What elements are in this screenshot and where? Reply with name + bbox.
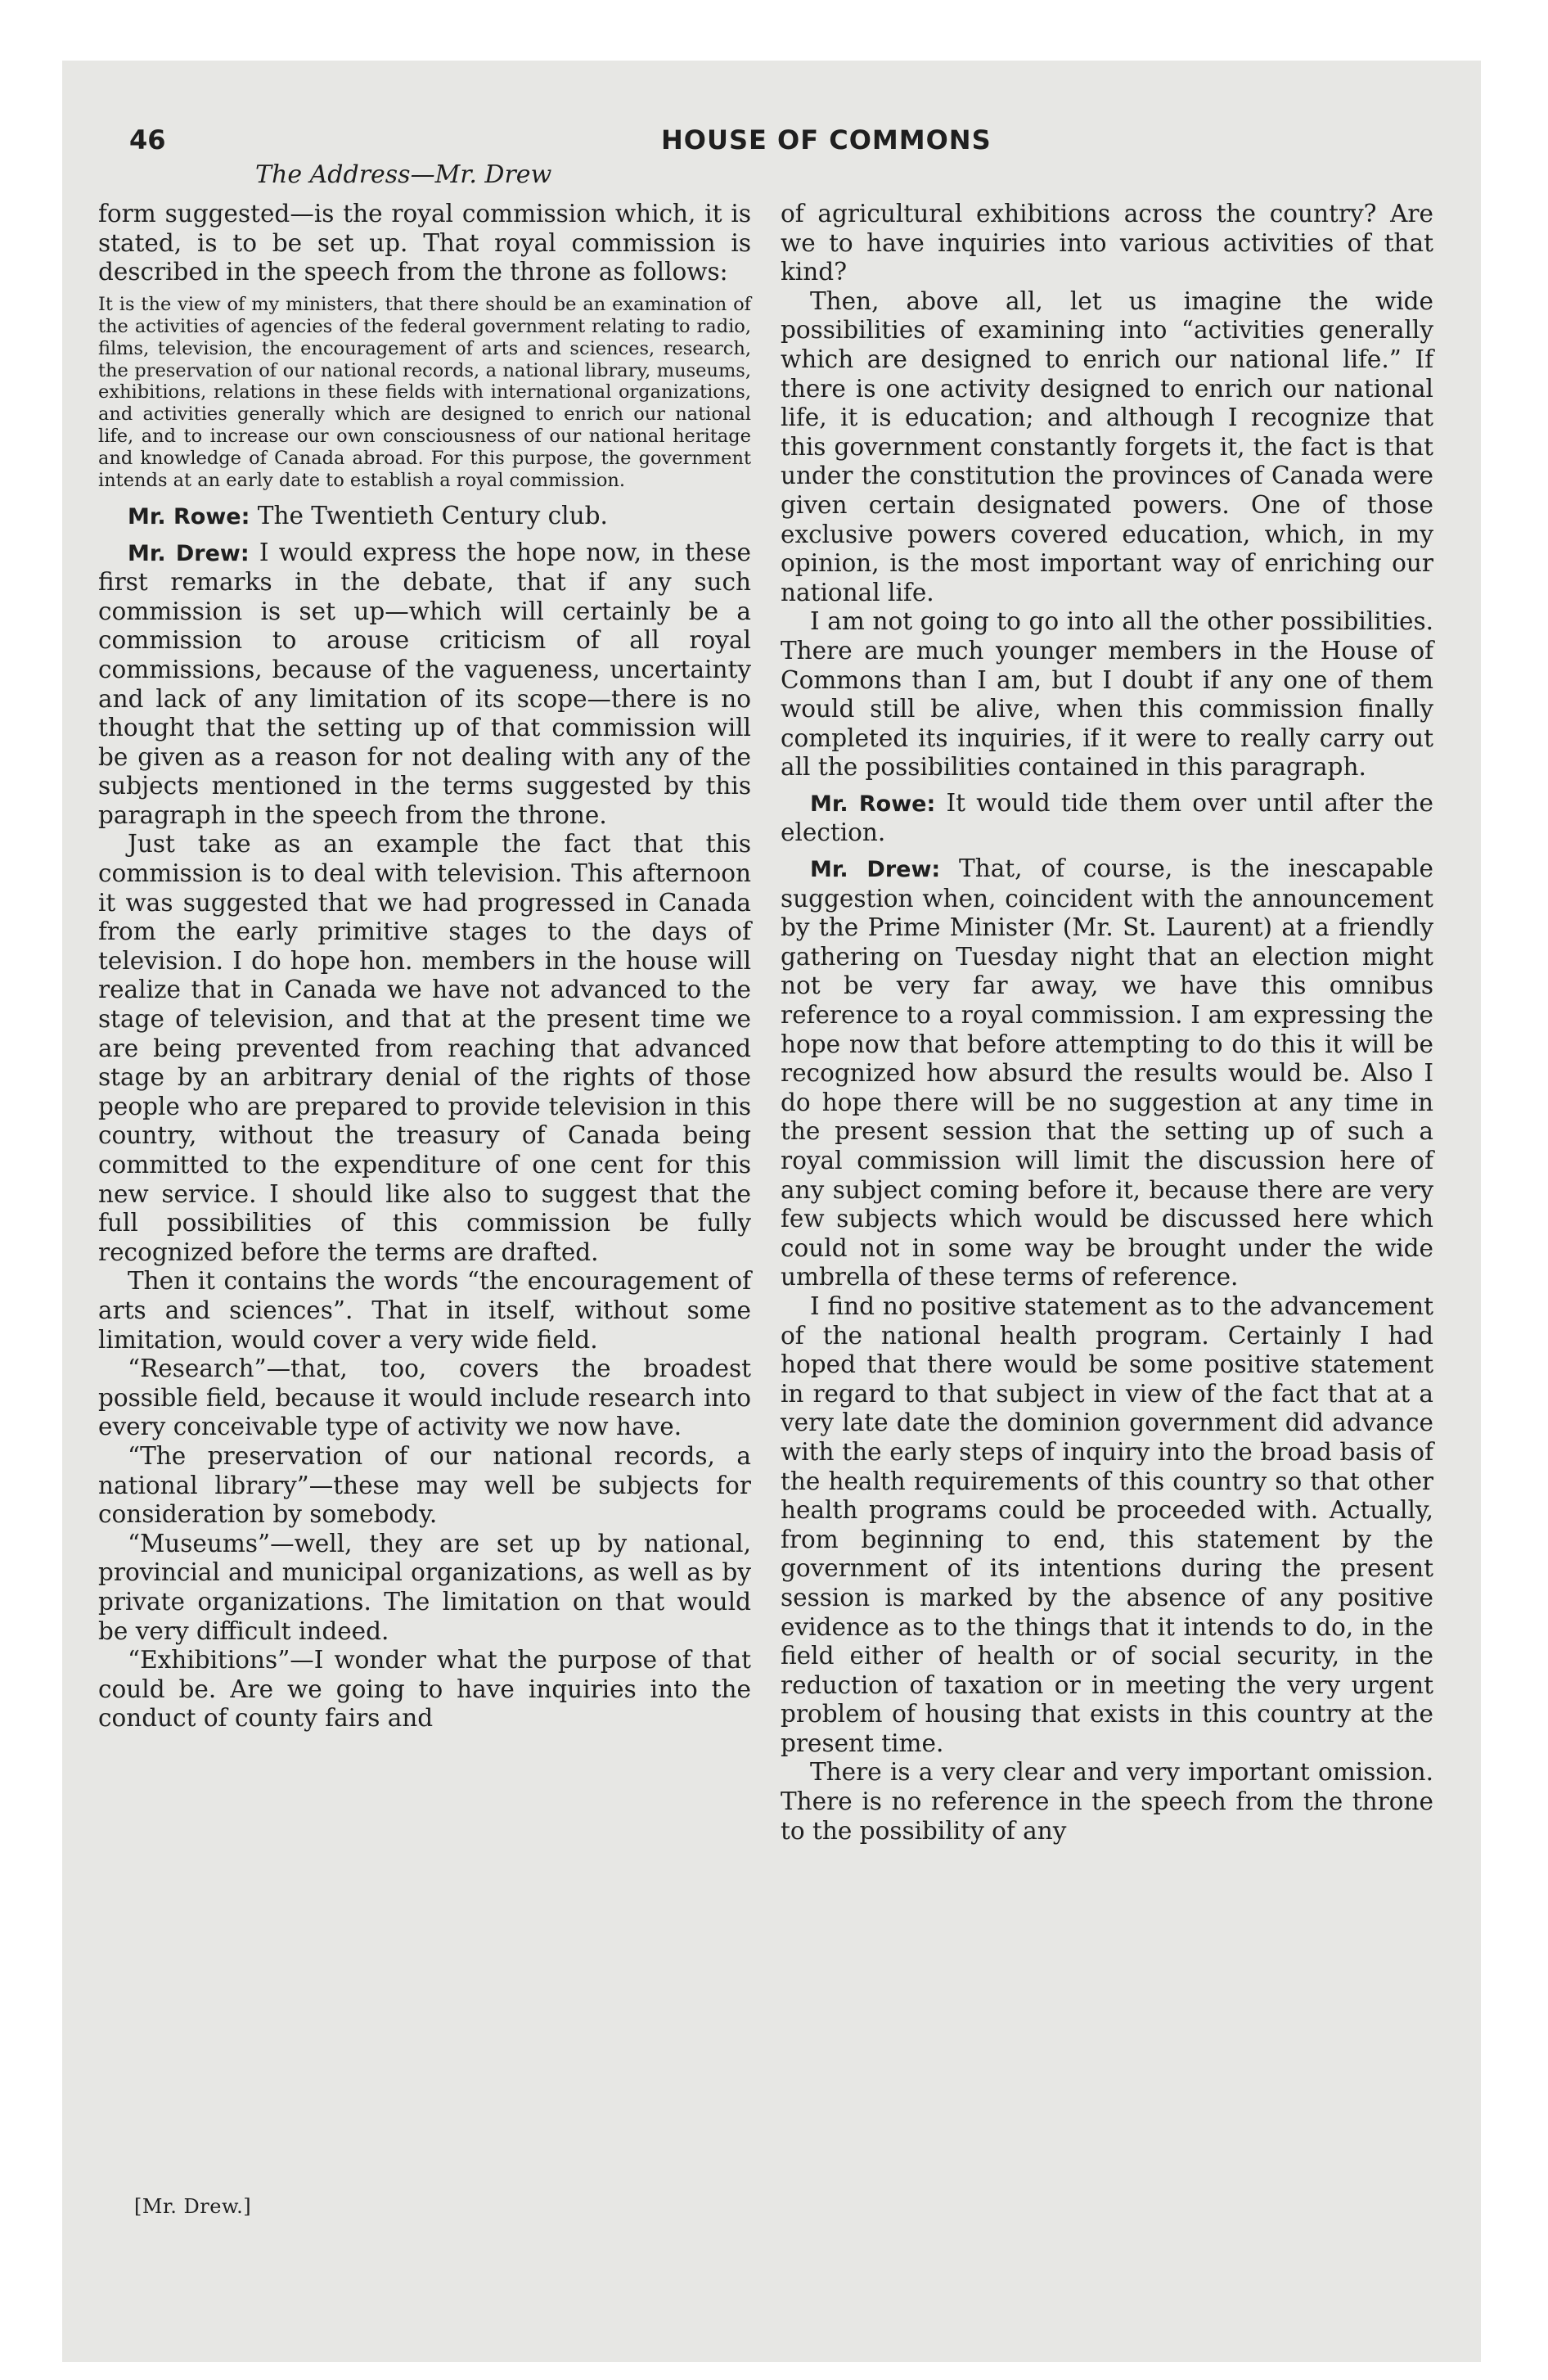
speech-text: That, of course, is the inescapable suggestion when, coincident with the announcement by the Prime Minister (Mr. St. Laurent) at a friendly gathering on Tuesday night that an election might not be very far away, we have this omnibus reference to a royal commission. I am expressing the hope now that before attempting to do this it will be recognized how absurd the results would be. Also I do hope there will be no suggestion at any time in the present session that the setting up of such a royal commission will limit the discussion here of any subject coming before it, because there are very few subjects which would be discussed here which could not in some way be brought under the wide umbrella of these terms of reference. xyxy=(781,854,1433,1291)
paragraph: Then, above all, let us imagine the wide possibilities of examining into “activities generally which are designed to enrich our national life.” If there is one activity designed to enrich our national life, it is education; and although I recognize that this government constantly forgets it, the fact is that under the constitution the provinces of Canada were given certain designated powers. One of those exclusive powers covered education, which, in my opinion, is the most important way of enriching our national life. xyxy=(781,286,1433,606)
speech-rowe xyxy=(98,502,751,532)
paragraph: I find no positive statement as to the advancement of the national health program. Certainly I had hoped that there would be some positive statement in regard to that subject in view of the fact that at a very late date the dominion government did advance with the early steps of inquiry into the broad basis of the health requirements of this country so that other health programs could be proceeded with. Actually, from beginning to end, this statement by the government of its intentions during the present session is marked by the absence of any positive evidence as to the things that it intends to do, in the field either of health or of social security, in the reduction of taxation or in meeting the very urgent problem of housing that exists in this country at the present time. xyxy=(781,1291,1433,1757)
running-head: The Address—Mr. Drew xyxy=(255,160,552,189)
paragraph: “The preservation of our national records, a national library”—these may well be subjects for consideration by somebody. xyxy=(98,1441,751,1529)
page-header xyxy=(129,124,1406,165)
footer-note: [Mr. Drew.] xyxy=(134,2195,252,2218)
paragraph: “Museums”—well, they are set up by national, provincial and municipal organizations, as well as by private organizations. The limitation on that would be very difficult indeed. xyxy=(98,1529,751,1645)
paragraph: I am not going to go into all the other possibilities. There are much younger members in the House of Commons than I am, but I doubt if any one of them would still be alive, when this commission finally completed its inquiries, if it were to really carry out all the possibilities contained in this paragraph. xyxy=(781,607,1433,782)
paragraph: There is a very clear and very important omission. There is no reference in the speech from the throne to the possibility of any xyxy=(781,1758,1433,1845)
speaker-label: Mr. Rowe: xyxy=(810,791,936,817)
document-page xyxy=(62,61,1481,2362)
paragraph: Just take as an example the fact that this commission is to deal with television. This afternoon it was suggested that we had progressed in Canada from the early primitive stages to the days of television. I do hope hon. members in the house will realize that in Canada we have not advanced to the stage of television, and that at the present time we are being prevented from reaching that advanced stage by an arbitrary denial of the rights of those people who are prepared to provide television in this country, without the treasury of Canada being committed to the expenditure of one cent for this new service. I should like also to suggest that the full possibilities of this commission be fully recognized before the terms are drafted. xyxy=(98,830,751,1266)
speaker-label: Mr. Drew: xyxy=(128,540,250,566)
speech-rowe xyxy=(781,789,1433,848)
speech-text: The Twentieth Century club. xyxy=(257,501,608,530)
paragraph: form suggested—is the royal commission which, it is stated, is to be set up. That royal commission is described in the speech from the throne as follows: xyxy=(98,200,751,286)
speech-drew xyxy=(781,854,1433,1292)
quoted-speech-excerpt: It is the view of my ministers, that there should be an examination of the activities of agencies of the federal government relating to radio, films, television, the encouragement of arts and sciences, research, the preservation of our national records, a national library, museums, exhibitions, relations in these fields with international organizations, and activities generally which are designed to enrich our national life, and to increase our own consciousness of our national heritage and knowledge of Canada abroad. For this purpose, the government intends at an early date to establish a royal commission. xyxy=(98,293,751,492)
paragraph: Then it contains the words “the encouragement of arts and sciences”. That in itself, without some limitation, would cover a very wide field. xyxy=(98,1267,751,1354)
speech-text: It would tide them over until after the election. xyxy=(781,788,1433,847)
paragraph: “Exhibitions”—I wonder what the purpose of that could be. Are we going to have inquiries into the conduct of county fairs and xyxy=(98,1646,751,1733)
speech-drew xyxy=(98,539,751,831)
right-column xyxy=(781,200,1433,1846)
page-number: 46 xyxy=(129,124,166,156)
speaker-label: Mr. Rowe: xyxy=(128,503,250,530)
speech-text: I would express the hope now, in these first remarks in the debate, that if any such commission is set up—which will certainly be a commission to arouse criticism of all royal commissions, because of the vagueness, uncertainty and lack of any limitation of its scope—there is no thought that the setting up of that commission will be given as a reason for not dealing with any of the subjects mentioned in the terms suggested by this paragraph in the speech from the throne. xyxy=(98,538,751,829)
left-column xyxy=(98,200,751,1733)
paragraph: “Research”—that, too, covers the broadest possible field, because it would include research into every conceivable type of activity we now have. xyxy=(98,1355,751,1441)
paragraph: of agricultural exhibitions across the country? Are we to have inquiries into various activities of that kind? xyxy=(781,200,1433,286)
header-title: HOUSE OF COMMONS xyxy=(661,124,992,156)
speaker-label: Mr. Drew: xyxy=(810,857,941,883)
